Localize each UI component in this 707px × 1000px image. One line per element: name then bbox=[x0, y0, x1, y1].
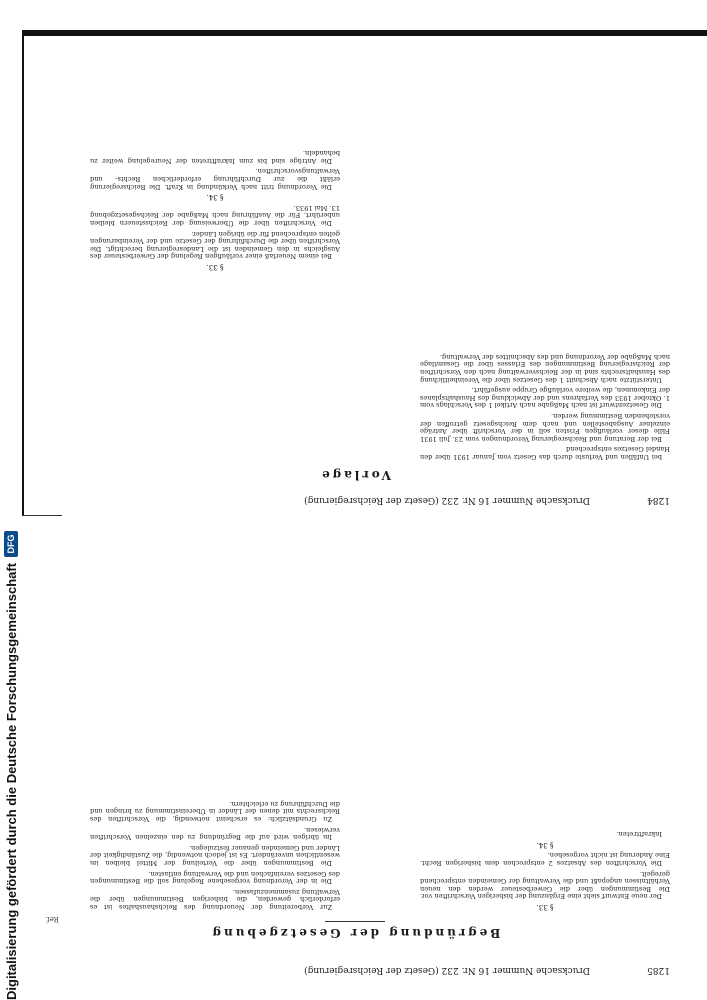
paragraph: Der neue Entwurf sieht eine Ergänzung der bisherigen Vorschriften vor. Die Bestimmungen über die Gewerbesteuer werden den neuen Verhältnissen angepaßt und die Verwaltung der Gemeinden entsprechend geregelt. bbox=[420, 869, 670, 901]
dfg-logo: DFG bbox=[4, 531, 18, 557]
digitization-text: Digitalisierung gefördert durch die Deutsche Forschungsgemeinschaft bbox=[3, 562, 19, 1000]
column-left bbox=[420, 827, 670, 910]
section-number: § 33. bbox=[536, 903, 554, 911]
paragraph: Die Vorschriften des Absatzes 2 entsprechen dem bisherigen Recht. Eine Änderung ist nicht vorgesehen. bbox=[420, 851, 670, 868]
running-head: Drucksache Nummer 16 Nr. 232 (Gesetz der Reichsregierung) bbox=[304, 965, 590, 975]
page-b-header bbox=[40, 961, 670, 975]
section-number: § 33. bbox=[206, 263, 224, 271]
column-right bbox=[420, 349, 670, 460]
page-a bbox=[30, 40, 680, 510]
paragraph: Die Bestimmungen über die Verteilung der Mittel bleiben im wesentlichen unverändert. Es ist jedoch notwendig, die Zuständigkeit der Länder und Gemeinden genauer festzulegen. bbox=[90, 843, 340, 868]
scan-border-left bbox=[22, 30, 24, 515]
paragraph: Die Verordnung tritt nach Verkündung in Kraft. Die Reichsregierung erläßt die zur Durchführung erforderlichen Rechts- und Verwaltungsvorschriften. bbox=[90, 167, 340, 191]
paragraph: Im übrigen wird auf die Begründung zu den einzelnen Vorschriften verwiesen. bbox=[90, 825, 340, 842]
paragraph: Bei einem Neuerlaß einer vorläufigen Regelung der Gewerbesteuer des Ausgleichs in den Gemeinden ist die Landesregierung berechtigt. Die Vorschriften über die Durchführung der Gesetze und der Vereinbarungen gelten entsprechend für die übrigen Länder. bbox=[90, 229, 340, 261]
section-heading: Vorlage bbox=[319, 468, 391, 482]
page-a-header bbox=[40, 491, 670, 505]
paragraph: Unterstützte nach Abschnitt 1 des Gesetzes über die Vereinheitlichung des Haushaltsrechts sind in der Reichsverwaltung nach den Vorschriften der Reichsregierung Bestimmungen des Erlasses über die Gesamtlage nach Maßgabe der Verordnung und des Abschnittes der Verwaltung. bbox=[420, 352, 670, 384]
archive-stamp: Ref. bbox=[45, 915, 59, 923]
page-b bbox=[30, 510, 680, 980]
paragraph: Die Gesetzentwurf ist nach Maßgabe nach Artikel 1 des Vorschlags vom 1. Oktober 1933 des Verfahrens und der Abwicklung des Haushaltsplanes der Einkommen, die weitere vorläufige Gruppe ausgeführt. bbox=[420, 386, 670, 410]
section-number: § 34. bbox=[206, 193, 224, 202]
paragraph: Die Vorschriften über die Überweisung der Reichssteuern bleiben unberührt. Für die Ausführung nach Maßgabe der Reichsgesetzgebung 13. Mai 1933. bbox=[90, 203, 340, 228]
column-right bbox=[90, 796, 340, 910]
paragraph: Zu Grundsätzlich: es erscheint notwendig, die Vorschriften des Reichsrechts mit denen der Länder in Übereinstimmung zu bringen und die Durchführung zu erleichtern. bbox=[90, 799, 340, 824]
paragraph: Die in der Verordnung vorgesehene Regelung soll die Bestimmungen des Gesetzes vereinfachen und die Verwaltung entlasten. bbox=[90, 869, 340, 886]
paragraph: Zur Vorbereitung der Neuordnung des Reichshaushaltes ist es erforderlich geworden, die bisherigen Bestimmungen über die Verwaltung zusammenzufassen. bbox=[90, 887, 340, 911]
scan-border-top bbox=[22, 30, 707, 36]
paragraph: Bei der Beratung und Reichsregierung Verordnungen vom 23. Juli 1931 Fälle dieser vorläufigen Fristen soll in der Vorschrift über Anträge einzelner Ausgabestellen und nach dem Reichsgesetz getroffen der vorstehenden Bestimmung werden. bbox=[420, 412, 670, 443]
page-number: 1285 bbox=[647, 965, 670, 975]
paragraph: Die Anträge sind bis zum Inkrafttreten der Neuregelung weiter zu behandeln. bbox=[90, 149, 340, 165]
paragraph: bei Unfällen und Verluste durch das Gesetz vom Januar 1931 über den Handel Gesetzes entsprechend bbox=[420, 445, 670, 461]
page-number: 1284 bbox=[647, 495, 670, 505]
digitization-notice bbox=[0, 0, 22, 1000]
paragraph: Inkrafttreten. bbox=[616, 830, 662, 839]
section-heading: Begründung der Gesetzgebung bbox=[209, 926, 501, 940]
section-number: § 34. bbox=[536, 840, 554, 849]
heading-rule bbox=[325, 921, 385, 922]
column-left bbox=[90, 146, 340, 270]
running-head: Drucksache Nummer 16 Nr. 232 (Gesetz der Reichsregierung) bbox=[304, 495, 590, 505]
